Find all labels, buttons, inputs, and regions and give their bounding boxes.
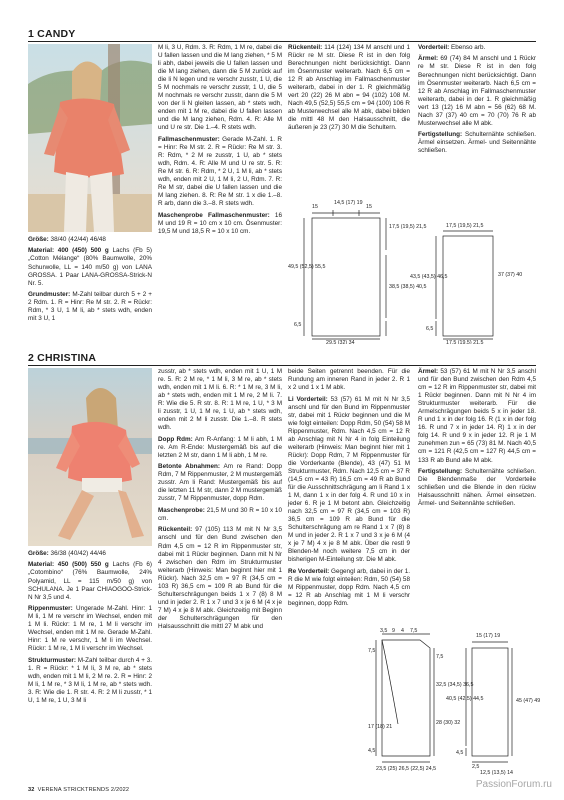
dim-sleeve2-side: 45 (47) 49 [516, 698, 540, 704]
dim-sleeve-cuff: 6,5 [426, 326, 434, 332]
christina-size: Größe: 36/38 (40/42) 44/46 [28, 550, 106, 557]
dim-front-armhole: 32,5 (34,5) 36,5 [436, 682, 474, 688]
dim-front-body: 28 (30) 32 [436, 720, 461, 726]
dim-sleeve-length: 43,5 (43,5) 46,5 [410, 274, 448, 280]
dim-front-bottom: 23,5 (25) 26,5 (22,5) 24,5 [376, 766, 437, 772]
christina-column-2 [158, 368, 282, 634]
candy-front-piece: Vorderteil: Ebenso arb. [418, 44, 486, 51]
christina-pattern-continued: zusstr, ab * stets wdh, enden mit 1 U, 1 M re. 5. R: 2 M re, * 1 M li, 3 M re, ab * stets wdh, enden mit 1 M li. 6. R: * 1 M re, 3 M li, ab * stets wdh, enden mit 1 M re, 2 M li. 7. R: Wie die 5. R str. 8. R: 1 M re, 1 U, * 3 M li zusstr, 1 U, 1 M re, 1 U, ab * stets wdh, enden mit 2 M li zusstr. Die 1.–8. R stets wdh. [158, 368, 282, 432]
dim-front-shoulder: 7,5 [436, 654, 444, 660]
magazine-name: VERENA STRICKTRENDS 2/2022 [37, 787, 130, 793]
dim-back-bottom: 29,5 (32) 34 [326, 340, 355, 344]
christina-column-3 [288, 368, 410, 612]
candy-drop-stitch: Fallmaschenmuster: Gerade M-Zahl. 1. R = Hinr: Re M str. 2. R = Rückr: Re M str. 3. R: Rdm, * 2 M re zusstr, 1 U, ab * stets wdh, Rdm. 4. R: Alle M und U re str. 5. R: Re M str. 6. R: Rdm, * 2 U, 1 M li, ab * stets wdh, enden mit 2 U, 1 M li, 2 U, Rdm. 7. R: Re M str, dabei die U fallen lassen und die M lang ziehen. 8. R: Re M str. 1 x die 1.–8. R arb, dann die 3.–8. R stets wdh. [158, 135, 282, 208]
christina-back-piece: Rückenteil: 97 (105) 113 M mit N Nr 3,5 anschl und für den Bund zwischen den Rdm 4,5 cm = 12 R im Rippenmuster str, dabei mit 1 Rückr beginnen. Dann mit N Nr 4 zwischen den Rdm im Strukturmuster weiterarb (Hinweis: Man beginnt hier mit 1 Rückr). Nach 32,5 cm = 97 R (34,5 cm = 103 R) 36,5 cm = 109 R ab Bund für die Schulterschrägungen beids 1 x 7 (8) 8 M und in jeder 2. R 1 x 7 und 3 x je 6 M (4 x je 7 M) 4 x je 8 M abk. Gleichzeitig mit Beginn der Schulterschrägungen für den Halsausschnitt die mittl 27 M abk und [158, 526, 282, 630]
dim-sleeve-bottom: 17,5 (19,5) 21,5 [446, 340, 484, 344]
dim-back-top-left: 15 [312, 204, 318, 210]
watermark: PassionForum.ru [475, 779, 552, 790]
christina-column-1 [28, 550, 152, 708]
christina-neck-shaping: beide Seiten getrennt beenden. Für die Rundung am inneren Rand in jeder 2. R 1 x 2 und 1 x 1 M abk. [288, 368, 410, 392]
dim-back-top-right: 15 [366, 204, 372, 210]
christina-sleeve-outline [472, 648, 508, 756]
christina-texture-pattern: Strukturmuster: M-Zahl teilbar durch 4 + 3. 1. R = Rückr: * 1 M li, 3 M re, ab * stets wdh, enden mit 1 M li, 2 M re. 2. R = Hinr: 2 M li, 1 M re, * 3 M li, 1 M re, ab * stets wdh. 3. R: Wie die 1. R str. 4. R: 2 M li zusstr, * 1 U, 1 M re, 1 U, 3 M li [28, 656, 152, 704]
christina-double-edge: Dopp Rdm: Am R-Anfang: 1 M li abh, 1 M re. Am R-Ende: Mustergemäß bis auf die letzten 2 M str, dann 1 M li abh, 1 M re. [158, 435, 282, 459]
dim-back-body: 38,5 (38,5) 40,5 [389, 284, 427, 290]
candy-finishing: Fertigstellung: Schulternähte schließen. Ärmel einsetzen. Ärmel- und Seitennähte schließen. [418, 131, 536, 155]
candy-model-photo [28, 44, 152, 232]
christina-gauge: Maschenprobe: 21,5 M und 30 R = 10 x 10 cm. [158, 506, 282, 522]
candy-base-pattern: Grundmuster: M-Zahl teilbar durch 5 + 2 + 2 Rdm. 1. R = Hinr: Re M str. 2. R = Rückr: Rdm, * 3 U, 1 M li, ab * stets wdh, enden mit 3 U, 1 [28, 291, 152, 323]
christina-finishing: Fertigstellung: Schulternähte schließen. Die Blendenmaße der Vorderteile schließen und die Blende in den rückw Halsausschnitt nähen. Ärmel einsetzen. Ärmel- und Seitennähte schließen. [418, 467, 536, 508]
candy-back-outline [312, 218, 380, 336]
christina-model-photo [28, 368, 152, 546]
candy-column-2 [158, 44, 282, 239]
christina-sleeve: Ärmel: 53 (57) 61 M mit N Nr 3,5 anschl und für den Bund zwischen den Rdm 4,5 cm = 12 R im Rippenmuster str, dabei mit 1 Rückr beginnen. Dann mit N Nr 4 im Strukturmuster weiterarb. Für die Armelschrägungen beids 5 x in jeder 18. R und 1 x in der folg 16. R (1 x in der folg 16. R und 7 x in jeder 14. R) 1 x in der folg 14. R und 9 x in jeder 12. R je 1 M zunehmen zun = 65 (73) 81 M. Nach 40,5 cm = 121 R (42,5 cm = 127 R) 44,5 cm = 133 R ab Bund alle M abk. [418, 368, 536, 464]
dim-back-top-mid: 14,5 (17) 19 [334, 200, 363, 206]
page-footer [28, 787, 129, 793]
christina-material: Material: 450 (500) 550 g Lachs (Fb 6) „Cotombino“ (76% Baumwolle, 24% Polyamid, LL = 115 m/50 g) von SCHULANA. Je 1 Paar CHIAOGOO-Strick-N Nr 3,5 und 4. [28, 561, 152, 601]
candy-column-4 [418, 44, 536, 159]
candy-schematic-diagram [286, 198, 538, 344]
christina-rib-pattern: Rippenmuster: Ungerade M-Zahl. Hinr: 1 M li, 1 M re verschr im Wechsel, enden mit 1 M li. Rückr: 1 M re, 1 M li verschr im Wechsel, enden mit 1 M re. Gerade M-Zahl. Hinr: 1 M re verschr, 1 M li im Wechsel. Rückr: 1 M re, 1 M li verschr im Wechsel. [28, 605, 152, 653]
dim-back-hem: 6,5 [294, 322, 302, 328]
dim-sleeve-side: 37 (37) 40 [498, 272, 523, 278]
page-number: 32 [28, 787, 35, 793]
dim-front-top-a: 3,5 [380, 628, 388, 634]
candy-back-piece: Rückenteil: 114 (124) 134 M anschl und 1 Rückr re M str. Diese R ist in den folg Berechnungen nicht berücksichtigt. Dann im Ösenmuster weiterarb. Nach 6,5 cm = 12 R ab Anschlag im Fallmaschenmuster weiterarb, dabei in der 1. R gleichmäßig vert 20 (22) 26 M abn = 94 (102) 108 M. Nach 49,5 (52,5) 55,5 cm = 94 (100) 106 R ab Musterwechsel alle M abk, dabei bilden die mittl 48 M den Halsausschnitt, die äußeren je 23 (27) 30 M die Schultern. [288, 44, 410, 132]
candy-sleeve: Ärmel: 69 (74) 84 M anschl und 1 Rückr re M str. Diese R ist in den folg Berechnungen nicht berücksichtigt. Dann im Ösenmuster weiterarb. Nach 6,5 cm = 12 R ab Anschlag im Fallmaschenmuster weiterarb, dabei in der 1. R gleichmäßig vert 13 (12) 16 M abn = 56 (62) 68 M. Nach 37 (37) 40 cm = 70 (70) 76 R ab Musterwechsel alle M abk. [418, 55, 536, 127]
dim-sleeve-top: 17,5 (19,5) 21,5 [446, 223, 484, 229]
section-heading-christina: 2 CHRISTINA [28, 352, 536, 366]
candy-size: Größe: 38/40 (42/44) 46/48 [28, 236, 106, 243]
christina-schematic-diagram [368, 628, 540, 776]
christina-column-4 [418, 368, 536, 512]
dim-front-inner: 17 (18) 21 [368, 724, 393, 730]
dim-sleeve2-top: 15 (17) 19 [476, 633, 501, 639]
dim-back-shoulder: 17,5 (19,5) 21,5 [389, 224, 427, 230]
candy-pattern-continued: M li, 3 U, Rdm. 3. R: Rdm, 1 M re, dabei die U fallen lassen und die M lang ziehen, * 5 M li abh, dabei jeweils die U fallen lassen und die M lang ziehen, dann die 5 M zurück auf die li N legen und re verschr zusstr, 1 U, die 5 M nochmals re verschr zusstr, 1 U, die 5 M nochmals re verschr zusstr, dann die 5 M von der li N gleiten lassen, ab * stets wdh, enden mit 1 M re, dabei die U fallen lassen und die M lang ziehen, Rdm. 4. R: Alle M und U re str. Die 1.–4. R stets wdh. [158, 44, 282, 132]
dim-sleeve2-length: 40,5 (42,5) 44,5 [446, 696, 484, 702]
dim-front-top-c: 4 [401, 628, 404, 634]
dim-sleeve2-bottom-b: 12,5 (13,5) 14 [480, 770, 513, 776]
dim-front-top-d: 7,5 [410, 628, 418, 634]
candy-column-1 [28, 236, 152, 327]
christina-front-outline [382, 640, 430, 756]
christina-right-front: Re Vorderteil: Gegengl arb, dabei in der 1. R die M wie folgt einteilen: Rdm, 50 (54) 58 M Rippenmuster, dopp Rdm. Nach 4,5 cm = 12 R ab Anschlag mit 1 M li verschr beginnen, dopp Rdm. [288, 567, 410, 608]
section-heading-candy: 1 CANDY [28, 28, 536, 42]
candy-sleeve-outline [443, 236, 493, 336]
dim-front-neck: 7,5 [368, 648, 376, 654]
dim-sleeve2-cuff: 4,5 [456, 750, 464, 756]
candy-material: Material: 400 (450) 500 g Lachs (Fb 5) „Cotton Mélange“ (80% Baumwolle, 20% Schurwolle, LL = 140 m/50 g) von LANA GROSSA. 1 Paar LANA-GROSSA-Strick-N Nr. 5. [28, 247, 152, 287]
dim-back-height: 49,5 (52,5) 55,5 [288, 264, 326, 270]
dim-front-top-b: 9 [392, 628, 395, 634]
dim-sleeve2-bottom-a: 2,5 [472, 764, 480, 770]
candy-column-3 [288, 44, 410, 136]
candy-gauge: Maschenprobe Fallmaschenmuster: 16 M und 19 R = 10 cm x 10 cm. Ösenmuster: 19,5 M und 18,5 R = 10 x 10 cm. [158, 211, 282, 235]
christina-decreases: Betonte Abnahmen: Am re Rand: Dopp Rdm, 7 M Rippenmuster, 2 M mustergemäß zusstr. Am li Rand: Mustergemäß bis auf die letzten 11 M str, dann 2 M mustergemäß zusstr, 7 M Rippenmuster, dopp Rdm. [158, 463, 283, 503]
christina-left-front: Li Vorderteil: 53 (57) 61 M mit N Nr 3,5 anschl und für den Bund im Rippenmuster str, dabei mit 1 Rückr beginnen und die M wie folgt einteilen: Dopp Rdm, 50 (54) 58 M Rippenmuster, Rdm. Nach 4,5 cm = 12 R ab Anschlag mit N Nr 4 in folg Einteilung weiterarb (Hinweis: Man beginnt hier mit 1 Rückr): Dopp Rdm, 7 M Rippenmuster für die Vorderkante (Blende), 43 (47) 51 M Strukturmuster, Rdm. Nach 12,5 cm = 37 R (14,5 cm = 43 R) 16,5 cm = 49 R ab Bund für die Ausschnittschrägung am li Rand 1 x 1 M, dann 1 x in der folg 4. R und 10 x in jeder 6. R je 1 M betont abn. Gleichzeitig nach 32,5 cm = 97 R (34,5 cm = 103 R) 36,5 cm = 109 R ab Bund für die Schulterschrägung am re Rand 1 x 7 (8) 8 M und in jeder 2. R 1 x 7 und 3 x je 6 M (4 x je 7 M) 4 x je 8 M abk. Über die restl 9 Blenden-M noch weitere 7,5 cm in der bisherigen M-Einteilung str. Die M abk. [288, 395, 411, 564]
dim-front-hem: 4,5 [368, 748, 376, 754]
